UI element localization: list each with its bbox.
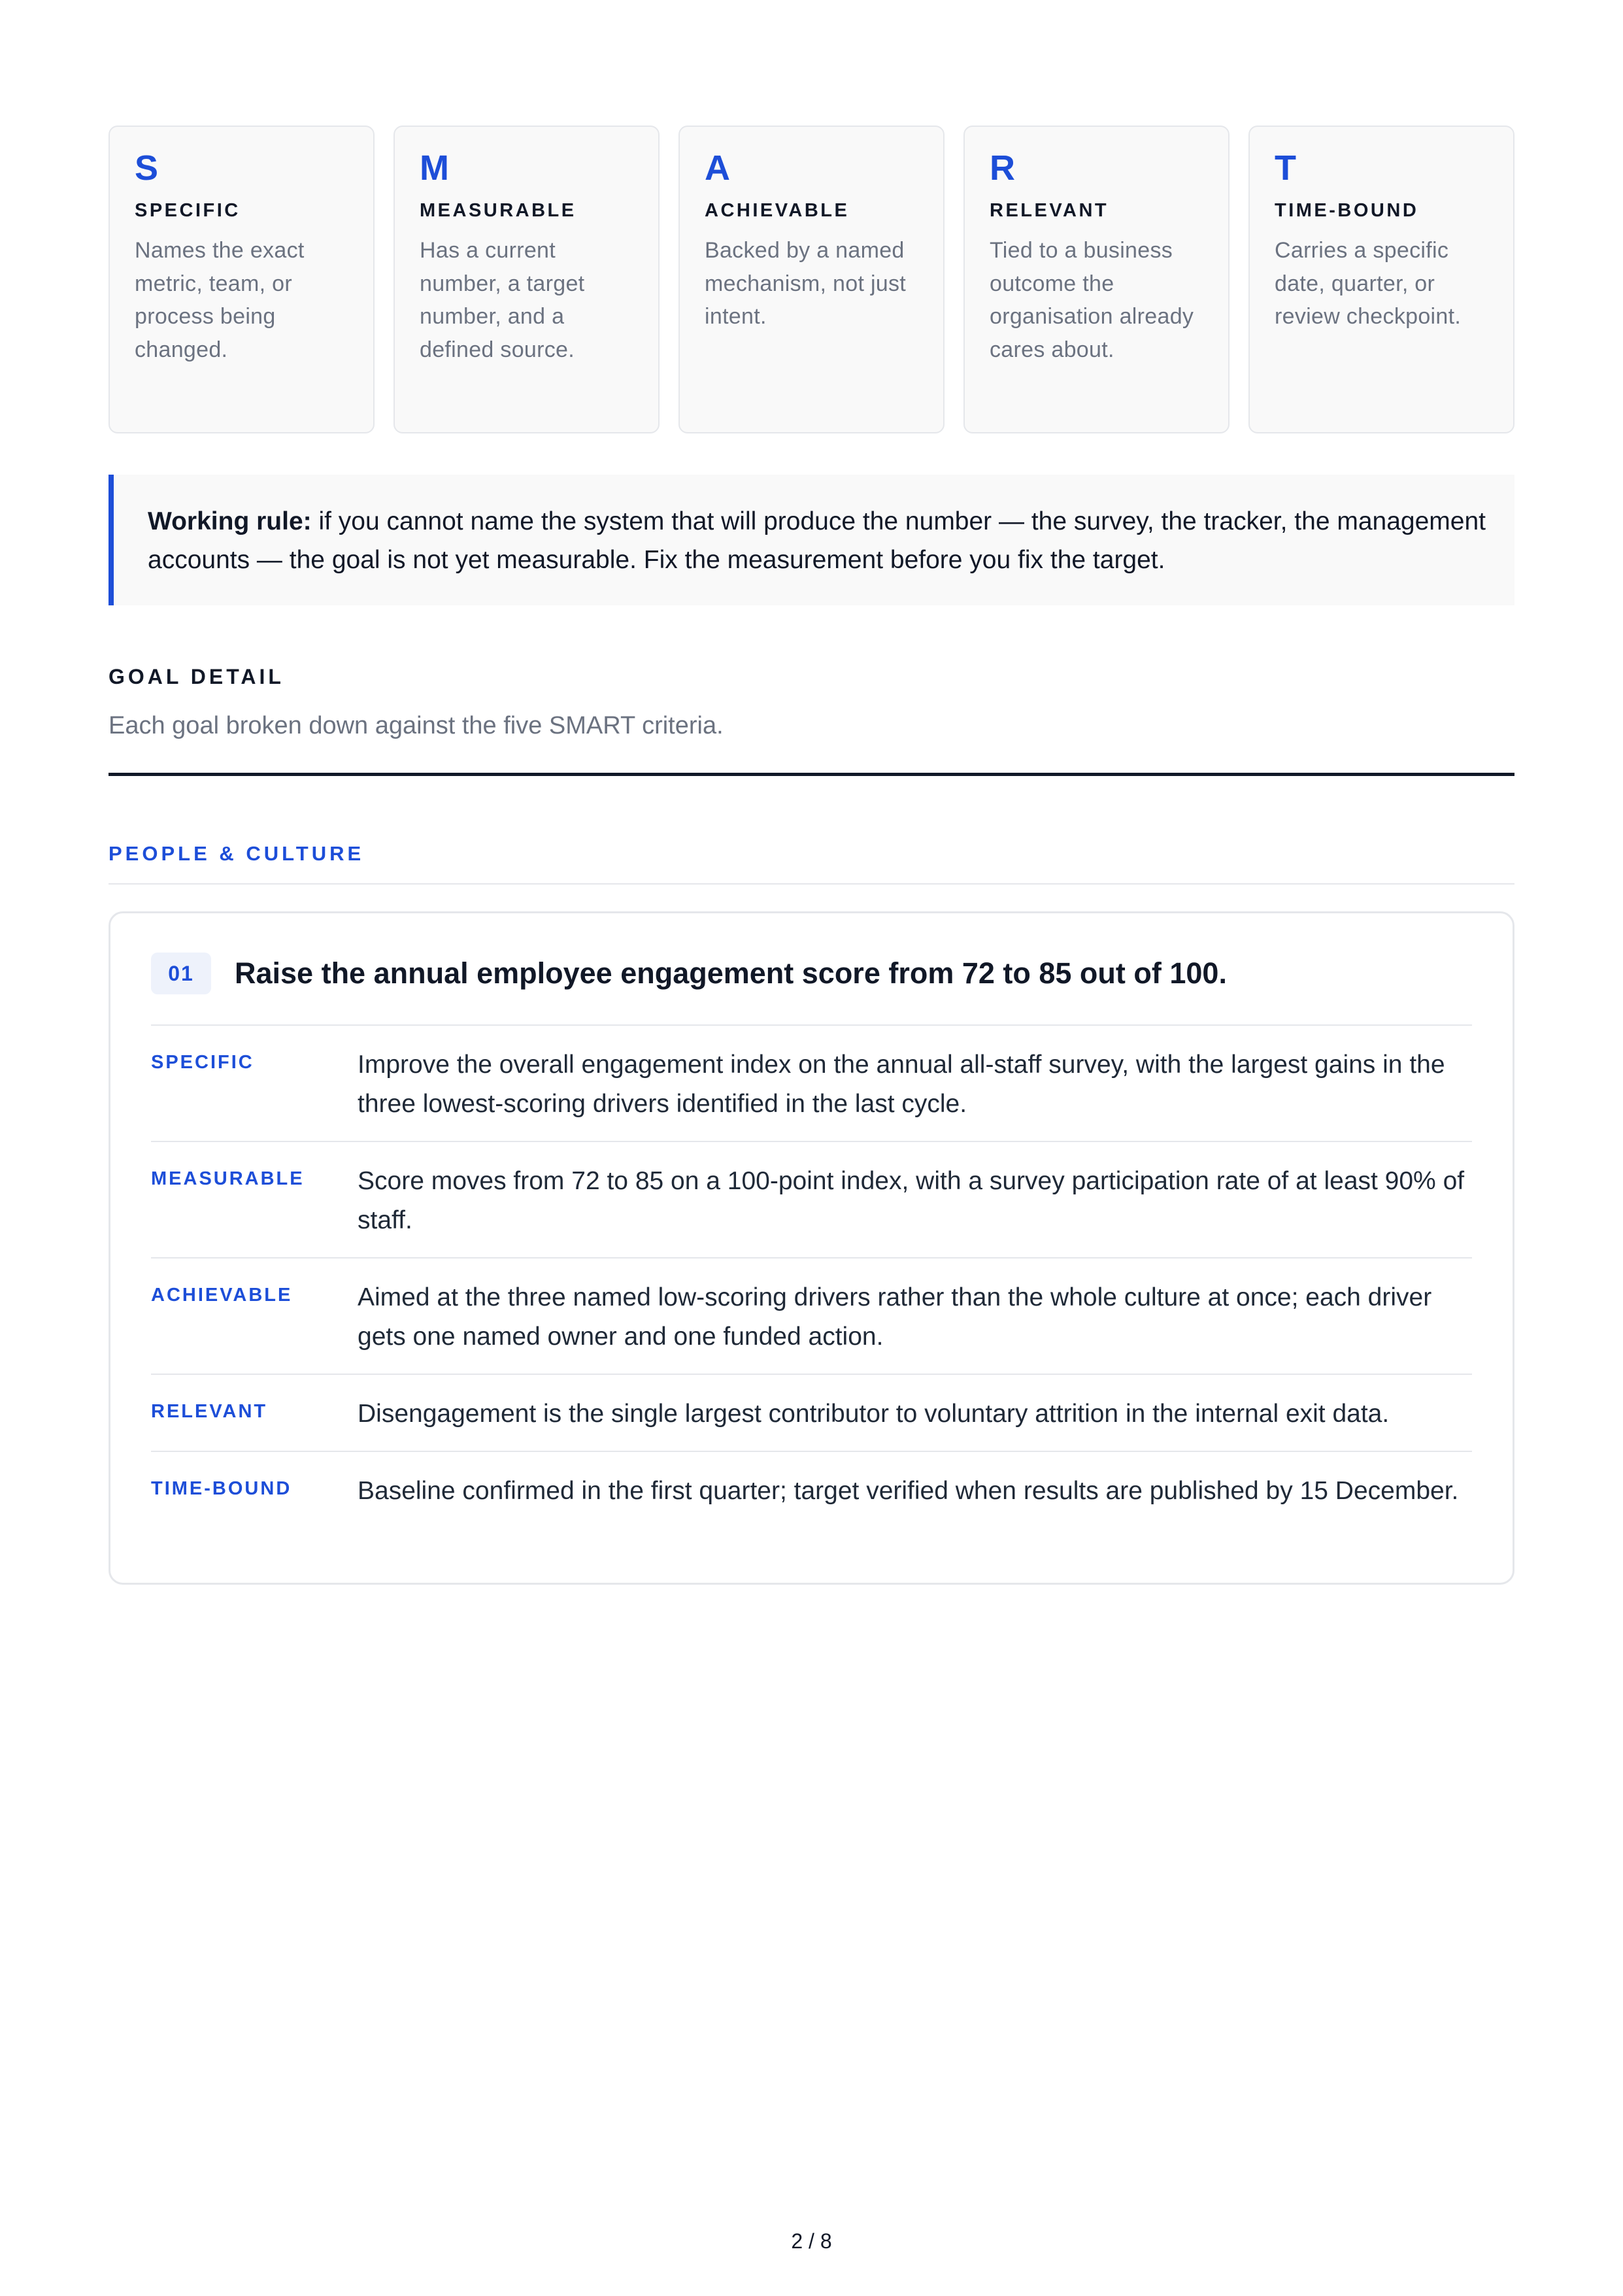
- card-description: Has a current number, a target number, and a defined source.: [420, 238, 585, 362]
- goal-header: [151, 951, 1472, 996]
- goal-title: Raise the annual employee engagement score from 72 to 85 out of 100.: [235, 956, 1227, 990]
- page-number: 2 / 8: [791, 2229, 832, 2253]
- criteria-label: MEASURABLE: [151, 1168, 305, 1189]
- category-divider: [109, 883, 1514, 885]
- card-letter: A: [705, 148, 730, 188]
- category-heading: PEOPLE & CULTURE: [109, 842, 365, 865]
- card-name: ACHIEVABLE: [705, 200, 850, 221]
- smart-card-time-bound: [1248, 126, 1514, 433]
- card-description: Tied to a business outcome the organisation already cares about.: [990, 238, 1194, 362]
- criteria-label: RELEVANT: [151, 1401, 268, 1422]
- card-name: RELEVANT: [990, 200, 1109, 221]
- criteria-label: TIME-BOUND: [151, 1478, 292, 1499]
- criteria-text: Disengagement is the single largest contributor to voluntary attrition in the internal exit data.: [358, 1400, 1390, 1428]
- card-name: MEASURABLE: [420, 200, 577, 221]
- criteria-row-time-bound: [151, 1452, 1472, 1528]
- smart-cards: [109, 126, 1514, 433]
- goal-number-badge: 01: [151, 953, 211, 994]
- goal-card: [109, 911, 1514, 1585]
- smart-card-measurable: [393, 126, 660, 433]
- card-description: Names the exact metric, team, or process being changed.: [135, 238, 305, 362]
- card-description: Carries a specific date, quarter, or review checkpoint.: [1275, 238, 1462, 329]
- criteria-table: [151, 1024, 1472, 1528]
- working-rule-callout: [109, 475, 1514, 605]
- criteria-text: Aimed at the three named low-scoring drivers rather than the whole culture at once; each driver gets one named owner and one funded action.: [358, 1283, 1432, 1351]
- criteria-row-measurable: [151, 1142, 1472, 1258]
- card-description: Backed by a named mechanism, not just intent.: [705, 238, 907, 329]
- card-letter: T: [1275, 148, 1296, 188]
- card-name: TIME-BOUND: [1275, 200, 1419, 221]
- callout-label: Working rule:: [148, 507, 312, 535]
- criteria-row-achievable: [151, 1258, 1472, 1375]
- section-divider: [109, 773, 1514, 776]
- card-letter: S: [135, 148, 159, 188]
- criteria-row-specific: [151, 1026, 1472, 1142]
- page-content: [109, 126, 1514, 1585]
- criteria-text: Baseline confirmed in the first quarter; target verified when results are published by 15 December.: [358, 1477, 1459, 1505]
- section-heading: GOAL DETAIL: [109, 665, 284, 688]
- criteria-text: Improve the overall engagement index on the annual all-staff survey, with the largest gains in the three lowest-scoring drivers identified in the last cycle.: [358, 1051, 1445, 1118]
- card-letter: M: [420, 148, 449, 188]
- criteria-label: SPECIFIC: [151, 1052, 254, 1073]
- callout-text: if you cannot name the system that will produce the number — the survey, the tracker, the management accounts — the goal is not yet measurable. Fix the measurement before you fix the target.: [148, 507, 1486, 574]
- card-letter: R: [990, 148, 1015, 188]
- criteria-text: Score moves from 72 to 85 on a 100-point index, with a survey participation rate of at least 90% of staff.: [358, 1167, 1465, 1234]
- smart-card-relevant: [963, 126, 1230, 433]
- section-subtitle: Each goal broken down against the five SMART criteria.: [109, 712, 724, 739]
- card-name: SPECIFIC: [135, 200, 241, 221]
- criteria-label: ACHIEVABLE: [151, 1285, 293, 1306]
- smart-card-specific: [109, 126, 375, 433]
- criteria-row-relevant: [151, 1375, 1472, 1452]
- smart-card-achievable: [678, 126, 945, 433]
